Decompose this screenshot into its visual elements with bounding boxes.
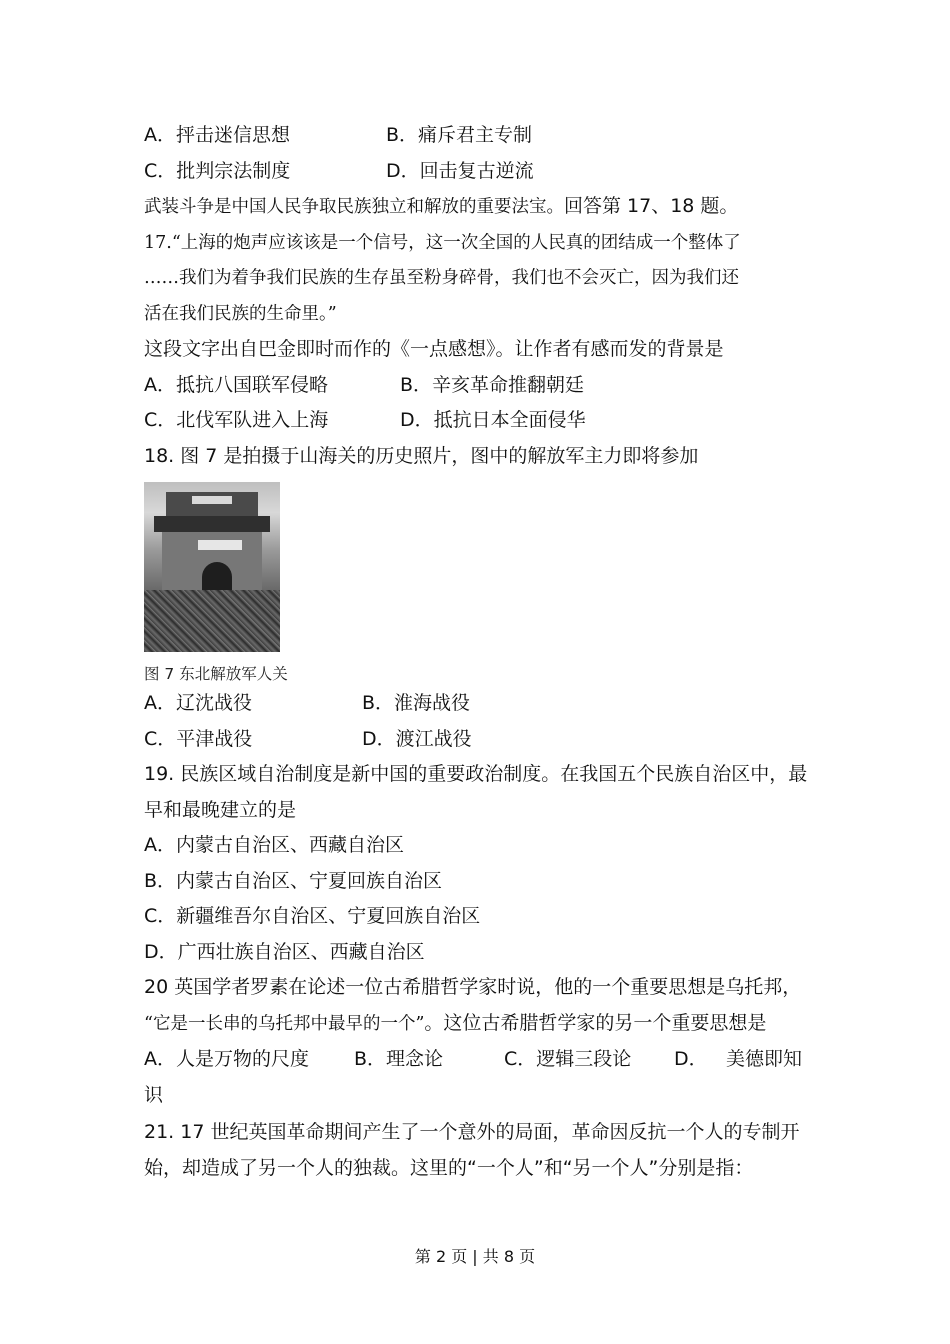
q20-option-d-text: 美德即知 [726,1048,803,1070]
q18-option-a: A．辽沈战役 [144,692,252,714]
q16-options-row1 [144,118,814,154]
q20-stem-line1: 20 英国学者罗素在论述一位古希腊哲学家时说，他的一个重要思想是乌托邦， [144,976,802,998]
q16-option-c: C．批判宗法制度 [144,159,291,182]
q20-stem-line2 [144,1006,814,1043]
q16-option-a: A．抨击迷信思想 [144,124,290,146]
q19-option-d: D．广西壮族自治区、西藏自治区 [144,940,425,963]
photo-roof [154,516,270,532]
q20-option-c: C．逻辑三段论 [504,1048,632,1070]
photo-tower-sign [192,496,232,504]
q20-option-d-label: D． [674,1048,708,1070]
q19-option-c: C．新疆维吾尔自治区、宁夏回族自治区 [144,905,481,927]
intro-17-18 [144,189,814,226]
photo-banner [198,540,242,550]
q17-stem: 这段文字出自巴金即时而作的《一点感想》。让作者有感而发的背景是 [144,338,724,360]
q18-option-b: B．淮海战役 [362,692,471,714]
q17-quote-line3: 活在我们民族的生命里。” [144,303,337,324]
intro-17-18-part1: 武装斗争是中国人民争取民族独立和解放的重要法宝。 [144,197,564,217]
q17-quote-line1: 17.“上海的炮声应该该是一个信号，这一次全国的人民真的团结成一个整体了 [144,232,741,253]
q16-option-d: D．回击复古逆流 [386,159,534,182]
q19-option-a: A．内蒙古自治区、西藏自治区 [144,834,404,856]
q19-stem-line2: 早和最晚建立的是 [144,798,297,821]
q18-option-c: C．平津战役 [144,727,253,750]
q20-quote: “它是一长串的乌托邦中最早的一个” [144,1013,425,1034]
q21-stem-line2: 始，却造成了另一个人的独裁。这里的“一个人”和“另一个人”分别是指： [144,1156,754,1179]
page-footer: 第 2 页 | 共 8 页 [414,1247,536,1266]
figure-7-caption: 图 7 东北解放军人关 [144,665,288,683]
shanhaiguan-photo [144,482,280,652]
q17-option-a: A．抵抗八国联军侵略 [144,373,328,396]
q16-options-row2 [144,154,814,190]
q18-stem: 18. 图 7 是拍摄于山海关的历史照片，图中的解放军主力即将参加 [144,444,699,467]
photo-crowd [144,590,280,652]
q20-option-d-wrap: 识 [144,1083,164,1106]
q20-option-a: A．人是万物的尺度 [144,1048,309,1070]
q17-options-row1 [144,368,814,404]
q19-stem-line1: 19. 民族区域自治制度是新中国的重要政治制度。在我国五个民族自治区中，最 [144,763,808,785]
q20-option-b: B．理念论 [354,1048,444,1070]
q16-option-b: B．痛斥君主专制 [386,124,533,146]
q17-option-b: B．辛亥革命推翻朝廷 [400,373,585,396]
q18-options-row1 [144,686,814,722]
q18-options-row2 [144,722,814,758]
q17-option-d: D．抵抗日本全面侵华 [400,409,586,431]
exam-page [144,118,814,1186]
q17-option-c: C．北伐军队进入上海 [144,409,329,431]
q18-option-d: D．渡江战役 [362,727,472,750]
q21-stem-line1: 21. 17 世纪英国革命期间产生了一个意外的局面，革命因反抗一个人的专制开 [144,1121,800,1143]
q19-option-b: B．内蒙古自治区、宁夏回族自治区 [144,869,443,892]
intro-17-18-part2: 回答第 17、18 题。 [564,195,739,217]
q17-quote-line2: ……我们为着争我们民族的生存虽至粉身碎骨，我们也不会灭亡，因为我们还 [144,268,739,288]
q20-stem-rest: 。这位古希腊哲学家的另一个重要思想是 [424,1011,767,1034]
q17-options-row2 [144,403,814,439]
q20-options-row [144,1042,814,1078]
